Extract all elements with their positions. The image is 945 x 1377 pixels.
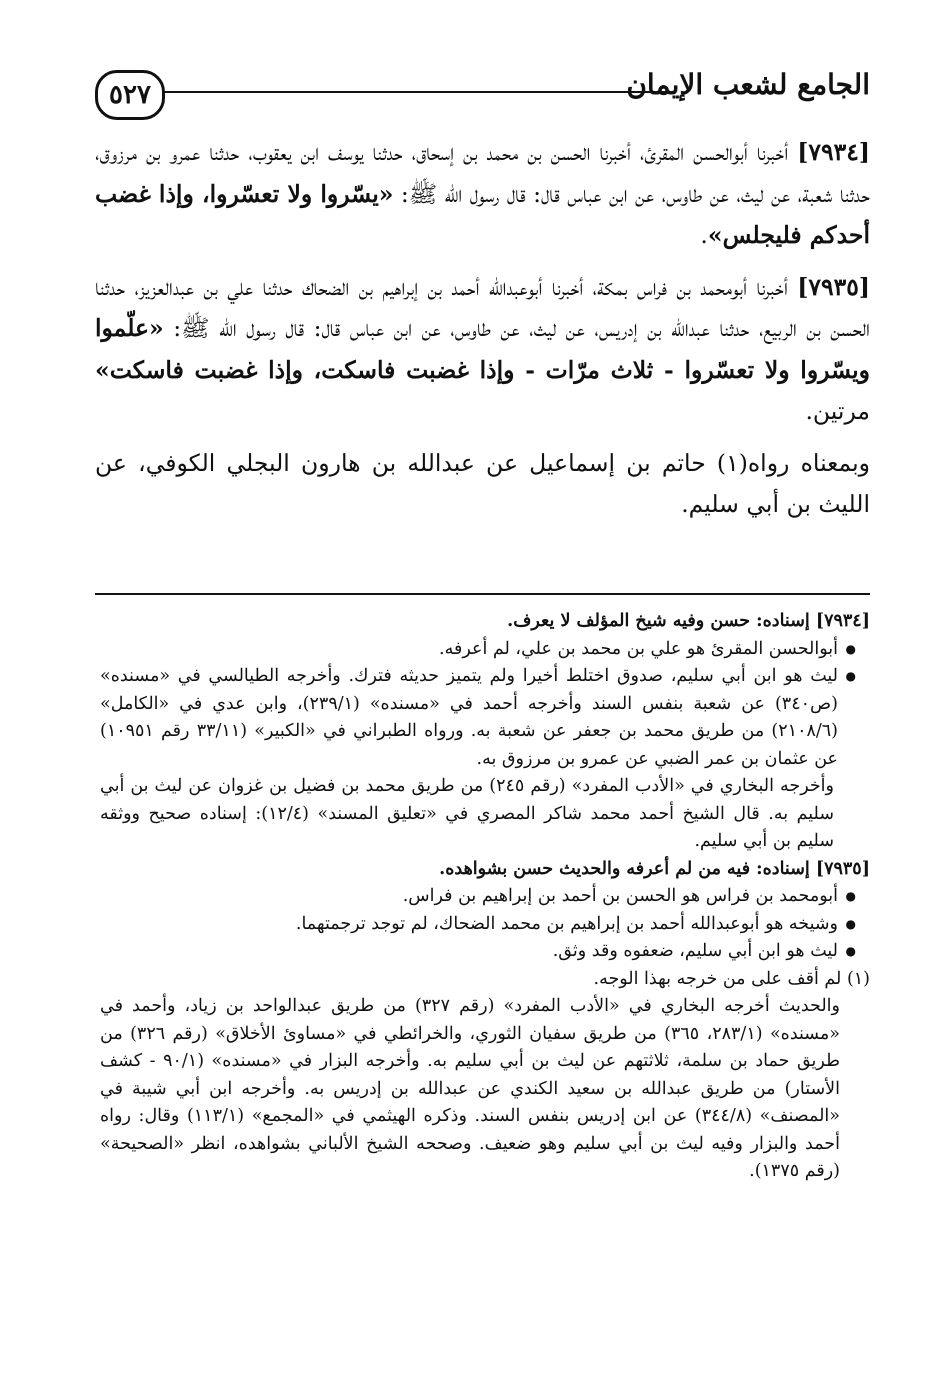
hadith-number: [٧٩٣٥] — [797, 272, 870, 301]
isnad-text: أخبرنا أبومحمد بن فراس بمكة، أخبرنا أبوعبدالله أحمد بن إبراهيم بن الضحاك حدثنا علي بن عبدالعزيز، حدثنا الحسن بن الربيع، حدثنا عبدالله بن إدريس، عن ليث، عن طاوس، عن ابن عباس قال: قال رسول الله ﷺ: — [95, 272, 870, 342]
book-title: الجامع لشعب الإيمان — [626, 68, 870, 101]
hadith-paragraph-7935 — [95, 267, 870, 433]
footnote-separator — [95, 593, 870, 595]
hadith-paragraph-7934 — [95, 132, 870, 257]
note-title: إسناده: حسن وفيه شيخ المؤلف لا يعرف. — [507, 611, 816, 631]
paragraph-end: مرتين. — [805, 397, 870, 425]
note-number: [٧٩٣٤] — [815, 611, 870, 631]
paragraph-end: . — [700, 221, 708, 249]
note-bullet: ● أبوالحسن المقرئ هو علي بن محمد بن علي، لم أعرفه. — [100, 636, 856, 664]
footnote-marker: (١) — [846, 968, 870, 989]
header-rule — [163, 91, 665, 93]
footnote-1 — [100, 966, 870, 994]
hadith-text: «علّموا ويسّروا ولا تعسّروا - ثلاث مرّات - وإذا غضبت فاسكت، وإذا غضبت فاسكت» — [95, 314, 870, 384]
narration-note-paragraph: وبمعناه رواه(١) حاتم بن إسماعيل عن عبدالله بن هارون البجلي الكوفي، عن الليث بن أبي سليم. — [95, 448, 870, 518]
hadith-number: [٧٩٣٤] — [797, 138, 870, 166]
note-title: إسناده: فيه من لم أعرفه والحديث حسن بشواهده. — [439, 858, 816, 879]
footnote-1-body: والحديث أخرجه البخاري في «الأدب المفرد» (رقم ٣٢٧) من طريق عبدالواحد بن زياد، وأحمد في «مسنده» (٢٨٣/١، ٣٦٥) من طريق سفيان الثوري، والخرائطي في «مساوئ الأخلاق» (رقم ٣٢٦) من طريق حماد بن سلمة، ثلاثتهم عن ليث بن أبي سليم به. وأخرجه البزار في «مسنده» (٩٠/١ - كشف الأستار) من طريق عبدالله بن سعيد الكندي عن عبدالله بن إدريس به. وأخرجه ابن أبي شيبة في «المصنف» (٣٤٤/٨) عن ابن إدريس بنفس السند. وذكره الهيثمي في «المجمع» (١١٣/١) وقال: رواه أحمد والبزار وفيه ليث بن أبي سليم وهو ضعيف. وصححه الشيخ الألباني بشواهده، انظر «الصحيحة» (رقم ١٣٧٥). — [100, 996, 840, 1181]
isnad-text: أخبرنا أبوالحسن المقرئ، أخبرنا الحسن بن محمد بن إسحاق، حدثنا يوسف ابن يعقوب، حدثنا عمرو بن مرزوق، حدثنا شعبة، عن ليث، عن طاوس، عن ابن عباس قال: قال رسول الله ﷺ: — [95, 138, 870, 208]
page-header — [95, 60, 870, 130]
page-number: ٥٢٧ — [109, 80, 151, 110]
note-bullet: ● أبومحمد بن فراس هو الحسن بن أحمد بن إبراهيم بن فراس. — [100, 883, 856, 911]
note-head-7934 — [100, 608, 870, 636]
note-continuation: وأخرجه البخاري في «الأدب المفرد» (رقم ٢٤٥) من طريق محمد بن فضيل بن غزوان عن ليث بن أبي سليم به. قال الشيخ أحمد محمد شاكر المصري في «تعليق المسند» (١٢/٤): إسناده صحيح ووثقه سليم بن أبي سليم. — [100, 776, 834, 851]
page-number-badge — [95, 70, 165, 120]
note-bullet: ● ليث هو ابن أبي سليم، صدوق اختلط أخيرا ولم يتميز حديثه فترك. وأخرجه الطيالسي في «مسنده» (ص٣٤٠) عن شعبة بنفس السند وأخرجه أحمد في «مسنده» (٢٣٩/١)، وابن عدي في «الكامل» (٢١٠٨/٦) من طريق محمد بن جعفر عن شعبة به. ورواه الطبراني في «الكبير» (٣٣/١١ رقم ١٠٩٥١) عن عثمان بن عمر الضبي عن عمرو بن مرزوق به. — [100, 663, 856, 773]
note-bullets-7935 — [100, 883, 870, 966]
footnotes — [100, 608, 870, 1186]
main-text — [95, 132, 870, 536]
note-bullets-7934 — [100, 636, 870, 774]
note-number: [٧٩٣٥] — [815, 858, 870, 879]
note-bullet: ● ليث هو ابن أبي سليم، ضعفوه وقد وثق. — [100, 938, 856, 966]
footnote-text: لم أقف على من خرجه بهذا الوجه. — [593, 968, 847, 989]
note-head-7935 — [100, 856, 870, 884]
note-bullet: ● وشيخه هو أبوعبدالله أحمد بن إبراهيم بن محمد الضحاك، لم توجد ترجمتهما. — [100, 911, 856, 939]
hadith-text: «يسّروا ولا تعسّروا، وإذا غضب أحدكم فليجلس» — [95, 179, 870, 249]
